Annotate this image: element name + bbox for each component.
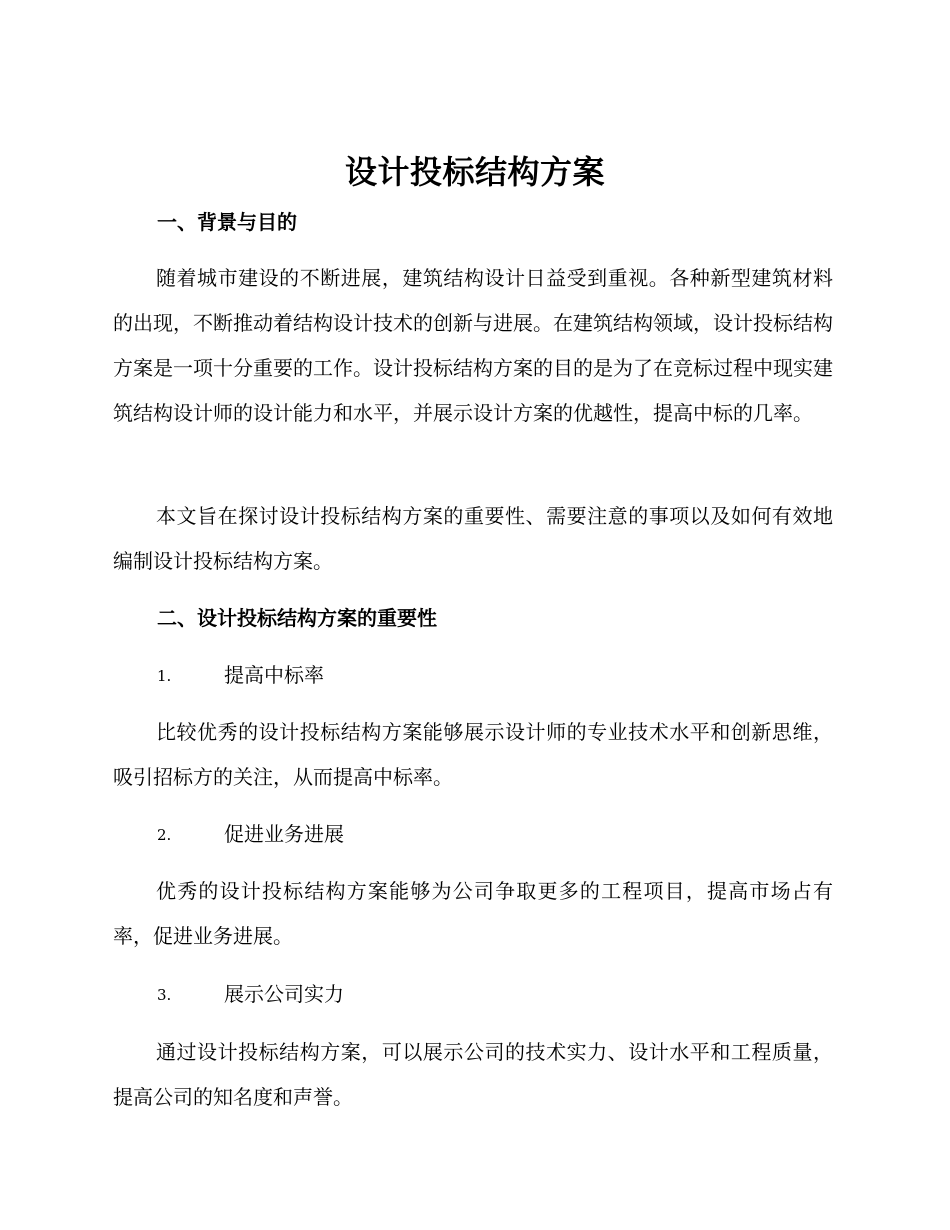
list-number: 3.: [157, 986, 172, 1004]
list-item-3: [157, 980, 344, 1009]
list-item-2: [157, 820, 344, 849]
list-item-1: [157, 661, 324, 690]
list-number: 2.: [157, 826, 172, 844]
section-heading-importance: 二、设计投标结构方案的重要性: [157, 606, 437, 630]
document-title: 设计投标结构方案: [344, 153, 605, 191]
list-item-1-paragraph: 比较优秀的设计投标结构方案能够展示设计师的专业技术水平和创新思维，吸引招标方的关注，从而提高中标率。: [113, 720, 833, 789]
purpose-paragraph: 本文旨在探讨设计投标结构方案的重要性、需要注意的事项以及如何有效地编制设计投标结构方案。: [113, 504, 833, 573]
list-item-title: 促进业务进展: [224, 822, 344, 846]
list-item-2-paragraph: 优秀的设计投标结构方案能够为公司争取更多的工程项目，提高市场占有率，促进业务进展。: [113, 879, 833, 948]
background-paragraph: 随着城市建设的不断进展，建筑结构设计日益受到重视。各种新型建筑材料的出现，不断推动着结构设计技术的创新与进展。在建筑结构领域，设计投标结构方案是一项十分重要的工作。设计投标结构方案的目的是为了在竞标过程中现实建筑结构设计师的设计能力和水平，并展示设计方案的优越性，提高中标的几率。: [113, 266, 833, 425]
section-heading-background: 一、背景与目的: [157, 210, 297, 234]
list-item-3-paragraph: 通过设计投标结构方案，可以展示公司的技术实力、设计水平和工程质量，提高公司的知名度和声誉。: [113, 1040, 833, 1109]
list-item-title: 提高中标率: [224, 663, 324, 687]
list-item-title: 展示公司实力: [224, 982, 344, 1006]
list-number: 1.: [157, 667, 172, 685]
